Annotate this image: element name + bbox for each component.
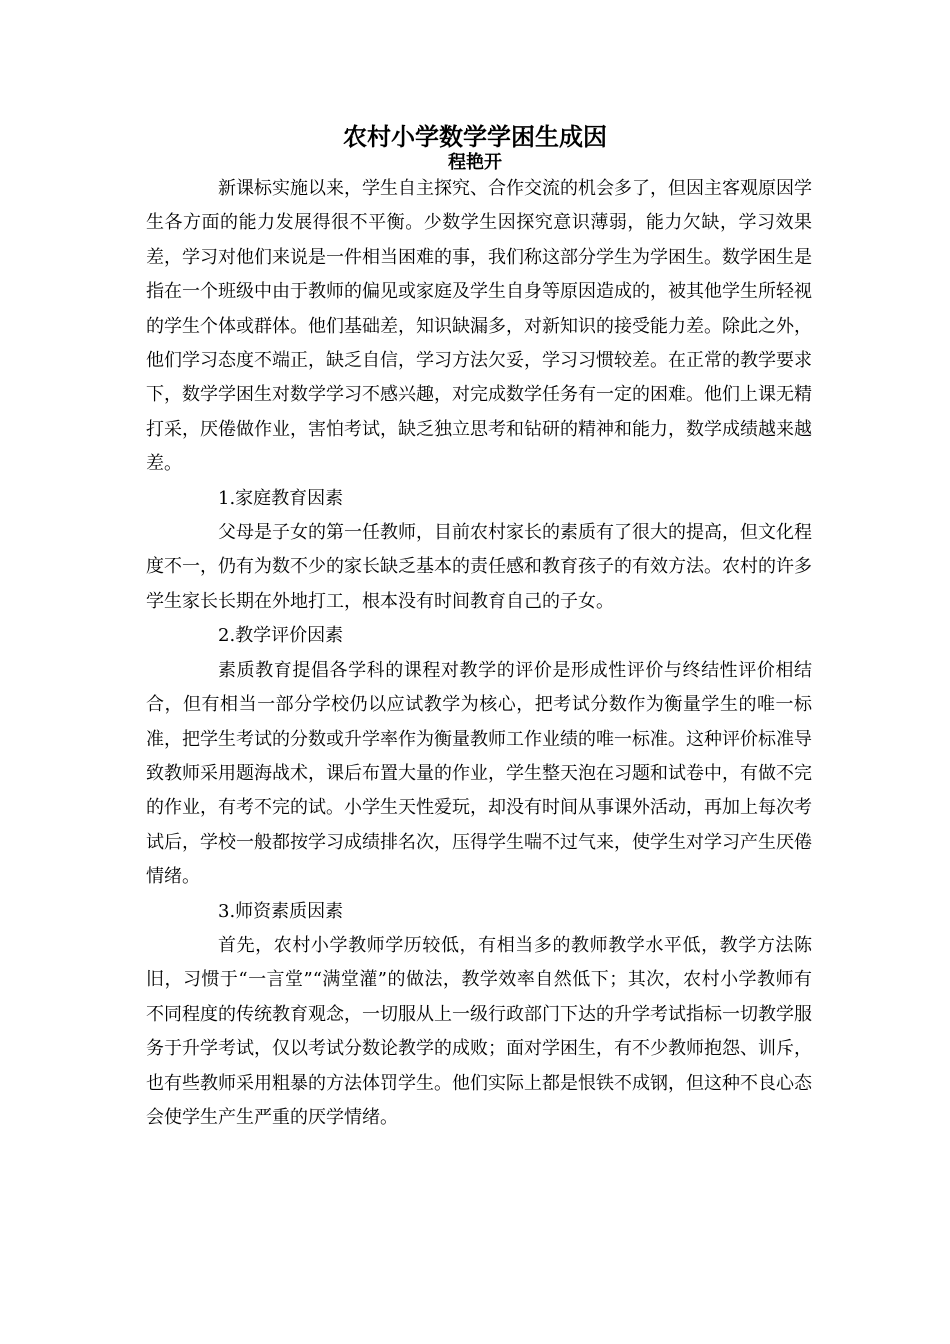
section-heading-family: 1.家庭教育因素 (218, 487, 344, 509)
section-heading-evaluation: 2.教学评价因素 (218, 625, 344, 647)
paragraph-intro: 新课标实施以来，学生自主探究、合作交流的机会多了，但因主客观原因学生各方面的能力发展得很不平衡。少数学生因探究意识薄弱，能力欠缺，学习效果差，学习对他们来说是一件相当困难的事，我们称这部分学生为学困生。数学困生是指在一个班级中由于教师的偏见或家庭及学生自身等原因造成的，被其他学生所轻视的学生个体或群体。他们基础差，知识缺漏多，对新知识的接受能力差。除此之外，他们学习态度不端正，缺乏自信，学习方法欠妥，学习习惯较差。在正常的教学要求下，数学学困生对数学学习不感兴趣，对完成数学任务有一定的困难。他们上课无精打采，厌倦做作业，害怕考试，缺乏独立思考和钻研的精神和能力，数学成绩越来越差。 (146, 178, 812, 475)
paragraph-evaluation: 素质教育提倡各学科的课程对教学的评价是形成性评价与终结性评价相结合，但有相当一部分学校仍以应试教学为核心，把考试分数作为衡量学生的唯一标准，把学生考试的分数或升学率作为衡量教师工作业绩的唯一标准。这种评价标准导致教师采用题海战术，课后布置大量的作业，学生整天泡在习题和试卷中，有做不完的作业，有考不完的试。小学生天性爱玩，却没有时间从事课外活动，再加上每次考试后，学校一般都按学习成绩排名次，压得学生喘不过气来，使学生对学习产生厌倦情绪。 (146, 659, 812, 888)
document-title: 农村小学数学学困生成因 (343, 123, 607, 151)
document-author: 程艳开 (448, 152, 502, 173)
paragraph-family: 父母是子女的第一任教师，目前农村家长的素质有了很大的提高，但文化程度不一，仍有为数不少的家长缺乏基本的责任感和教育孩子的有效方法。农村的许多学生家长长期在外地打工，根本没有时间教育自己的子女。 (146, 522, 812, 612)
document-body (146, 172, 812, 1135)
section-heading-teachers: 3.师资素质因素 (218, 900, 344, 922)
paragraph-teachers: 首先，农村小学教师学历较低，有相当多的教师教学水平低，教学方法陈旧，习惯于“一言堂”“满堂灌”的做法，教学效率自然低下；其次，农村小学教师有不同程度的传统教育观念，一切服从上一级行政部门下达的升学考试指标一切教学服务于升学考试，仅以考试分数论教学的成败；面对学困生，有不少教师抱怨、训斥，也有些教师采用粗暴的方法体罚学生。他们实际上都是恨铁不成钢，但这种不良心态会使学生产生严重的厌学情绪。 (146, 934, 812, 1128)
